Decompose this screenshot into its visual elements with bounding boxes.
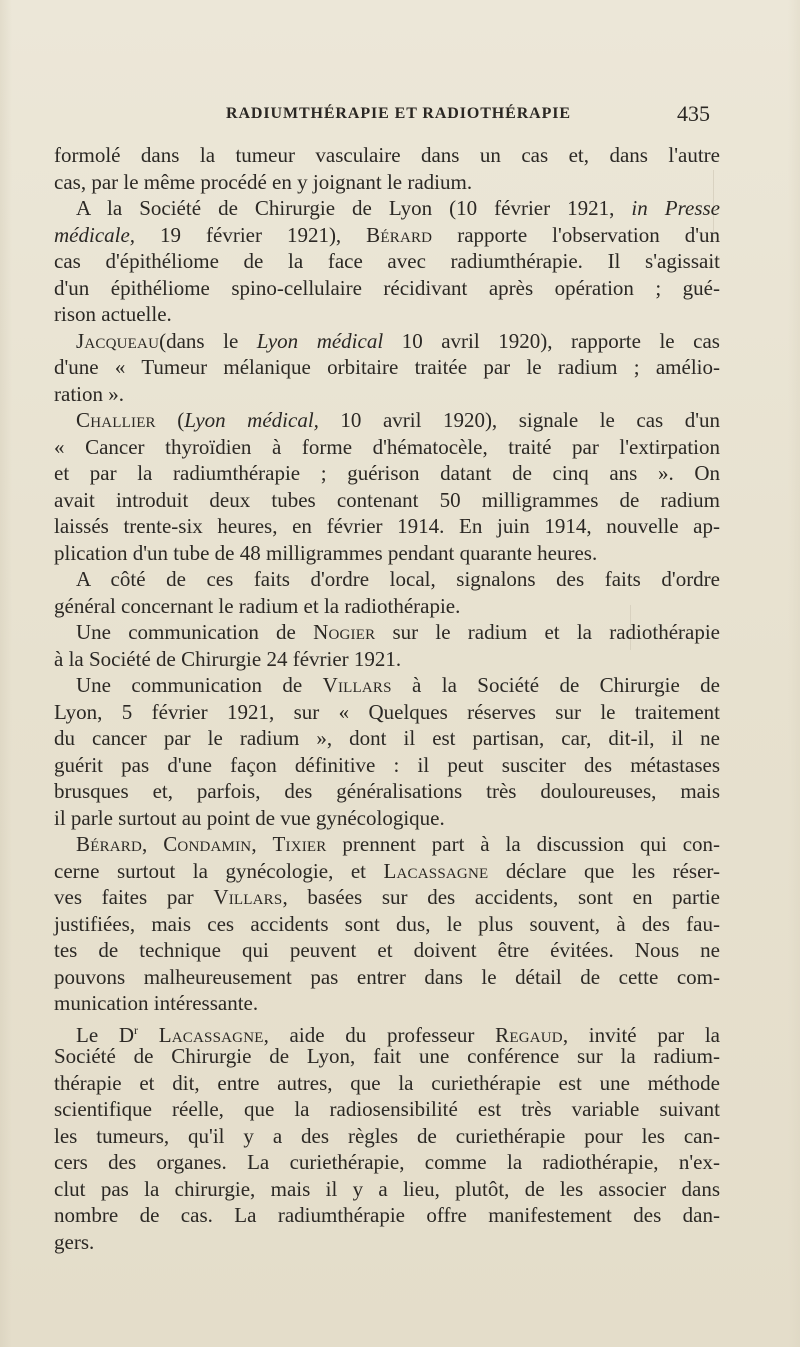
author-name: Villars xyxy=(322,673,392,697)
author-name: Regaud xyxy=(495,1022,563,1047)
text-line: justifiées, mais ces accidents sont dus, le plus souvent, à des fau- xyxy=(54,911,720,936)
text-line: les tumeurs, qu'il y a des règles de curiethérapie pour les can- xyxy=(54,1123,720,1148)
author-name: Nogier xyxy=(313,620,376,644)
text-line: d'un épithéliome spino-cellulaire récidivant après opération ; gué- xyxy=(54,275,720,300)
text-line: Une communication de Nogier sur le radium et la radiothérapie xyxy=(76,620,720,644)
text-line: Société de Chirurgie de Lyon, fait une conférence sur la radium- xyxy=(54,1044,720,1068)
text-line: avait introduit deux tubes contenant 50 milligrammes de radium xyxy=(54,487,720,512)
author-name: Condamin xyxy=(163,832,252,856)
text-line: pouvons malheureusement pas entrer dans le détail de cette com- xyxy=(54,964,720,989)
text-line: scientifique réelle, que la radiosensibilité est très variable suivant xyxy=(54,1097,720,1121)
text-line: cers des organes. La curiethérapie, comme la radiothérapie, n'ex- xyxy=(54,1150,720,1174)
text-line: général concernant le radium et la radiothérapie. xyxy=(54,593,461,618)
page-number: 435 xyxy=(677,101,710,126)
author-name: Bérard xyxy=(366,222,433,247)
text-line: tes de technique qui peuvent et doivent être évitées. Nous ne xyxy=(54,938,720,962)
text-line: guérit pas d'une façon définitive : il peut susciter des métastases xyxy=(54,752,720,777)
author-name: Jacqueau xyxy=(76,328,160,353)
text-line: thérapie et dit, entre autres, que la curiethérapie est une méthode xyxy=(54,1070,720,1095)
text-line: Jacqueau(dans le Lyon médical 10 avril 1920), rapporte le cas xyxy=(76,328,720,353)
text-line: clut pas la chirurgie, mais il y a lieu, plutôt, de les associer dans xyxy=(54,1176,720,1201)
running-title: RADIUMTHÉRAPIE ET RADIOTHÉRAPIE xyxy=(226,105,571,122)
page-header xyxy=(168,100,710,128)
page-right-edge-shadow xyxy=(788,0,800,1347)
text-line: brusques et, parfois, des généralisations très douloureuses, mais xyxy=(54,779,720,803)
author-name: Lacassagne xyxy=(383,858,489,883)
text-line: Une communication de Villars à la Société de Chirurgie de xyxy=(76,673,720,697)
text-line: médicale, 19 février 1921), Bérard rapporte l'observation d'un xyxy=(54,222,720,247)
text-line: formolé dans la tumeur vasculaire dans un cas et, dans l'autre xyxy=(54,143,720,167)
text-line: Challier (Lyon médical, 10 avril 1920), signale le cas d'un xyxy=(76,408,720,432)
text-line: du cancer par le radium », dont il est partisan, car, dit-il, il ne xyxy=(54,726,720,750)
text-line: cerne surtout la gynécologie, et Lacassagne déclare que les réser- xyxy=(54,858,720,883)
text-line: munication intéressante. xyxy=(54,991,259,1015)
text-line: A la Société de Chirurgie de Lyon (10 février 1921, in Presse xyxy=(76,196,720,220)
text-line: ration ». xyxy=(54,381,124,406)
text-line: plication d'un tube de 48 milligrammes pendant quarante heures. xyxy=(54,540,598,565)
text-line: laissés trente-six heures, en février 1914. En juin 1914, nouvelle ap- xyxy=(54,514,720,538)
author-name: Lacassagne xyxy=(158,1022,264,1047)
text-line: rison actuelle. xyxy=(54,302,172,326)
text-line: cas d'épithéliome de la face avec radiumthérapie. Il s'agissait xyxy=(54,249,720,273)
text-line: gers. xyxy=(54,1229,95,1254)
text-line: cas, par le même procédé en y joignant le radium. xyxy=(54,169,473,194)
author-name: Bérard xyxy=(76,832,143,856)
text-line: Bérard, Condamin, Tixier prennent part à la discussion qui con- xyxy=(76,832,721,856)
text-line: « Cancer thyroïdien à forme d'hématocèle, traité par l'extirpation xyxy=(54,434,720,459)
text-line: il parle surtout au point de vue gynécologique. xyxy=(54,805,445,830)
author-name: Challier xyxy=(76,408,156,432)
text-line: ves faites par Villars, basées sur des accidents, sont en partie xyxy=(54,885,720,909)
page-left-edge-shadow xyxy=(0,0,12,1347)
page-body-text xyxy=(54,142,720,1255)
text-line: nombre de cas. La radiumthérapie offre manifestement des dan- xyxy=(54,1203,720,1227)
text-line: d'une « Tumeur mélanique orbitaire traitée par le radium ; amélio- xyxy=(54,355,720,379)
author-name: Villars xyxy=(213,885,283,909)
text-line: Le $D^r$ Lacassagne, aide du professeur Regaud, invité par la xyxy=(76,1022,720,1047)
text-line: et par la radiumthérapie ; guérison datant de cinq ans ». On xyxy=(54,461,720,485)
author-name: Tixier xyxy=(272,832,327,856)
text-line: à la Société de Chirurgie 24 février 1921. xyxy=(54,646,402,671)
text-line: A côté de ces faits d'ordre local, signalons des faits d'ordre xyxy=(76,567,720,591)
text-line: Lyon, 5 février 1921, sur « Quelques réserves sur le traitement xyxy=(54,699,720,724)
